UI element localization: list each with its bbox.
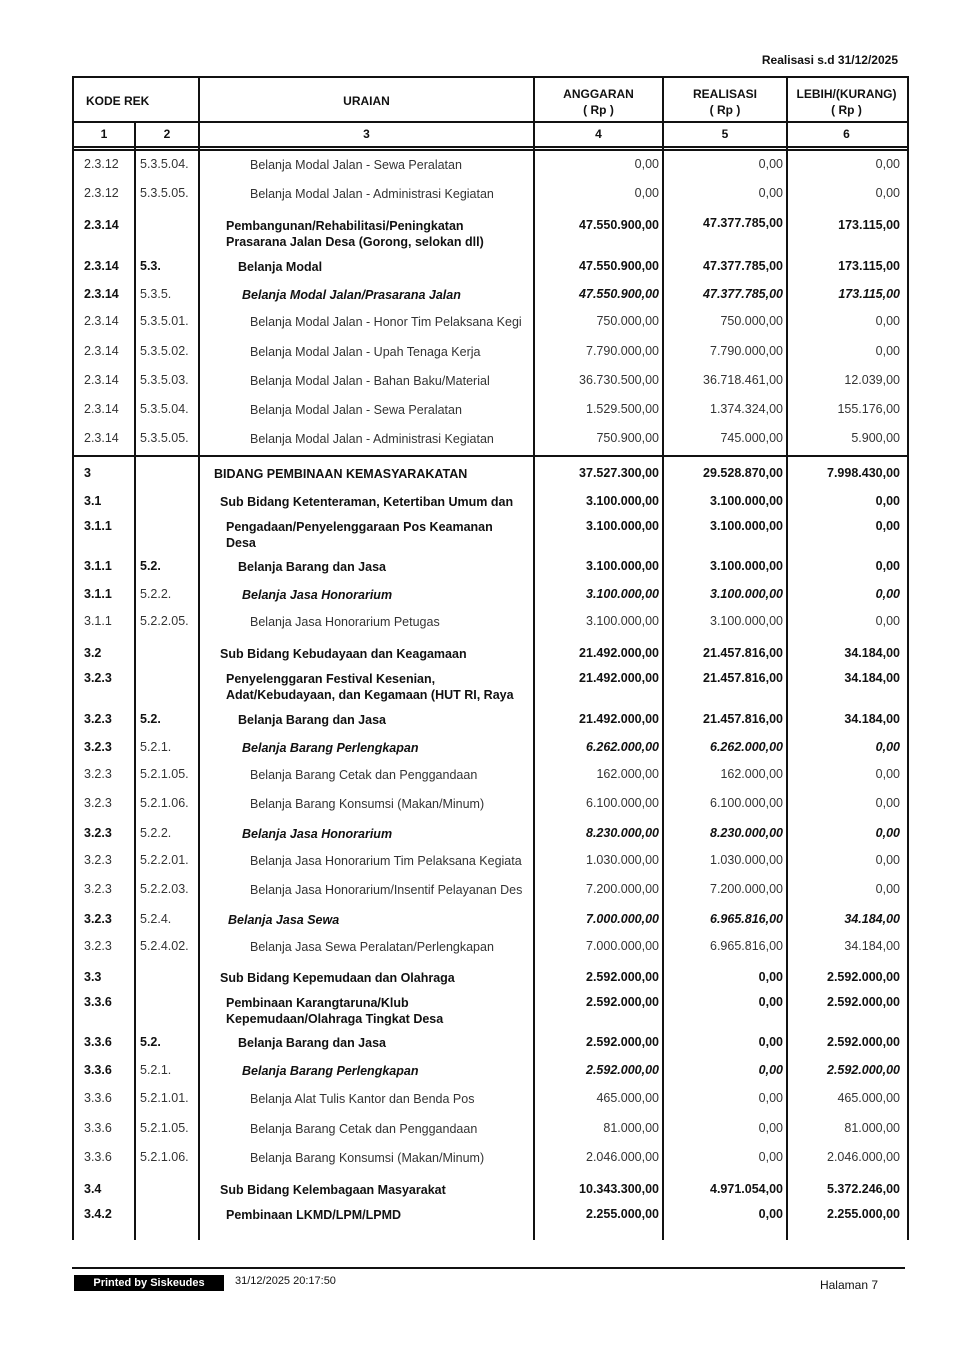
colnum-6: 6: [843, 127, 850, 141]
page-number: Halaman 7: [819, 1278, 878, 1292]
colnum-3: 3: [363, 127, 370, 141]
header-kode-rek: KODE REK: [86, 94, 150, 108]
colnum-1: 1: [100, 127, 108, 141]
divider: [74, 121, 907, 123]
divider: [74, 455, 907, 457]
divider: [74, 146, 907, 148]
colnum-5: 5: [721, 127, 729, 141]
printed-by-badge: Printed by Siskeudes: [74, 1275, 224, 1291]
divider: [74, 149, 907, 151]
header-uraian: URAIAN: [343, 94, 390, 108]
budget-realization-table: KODE REK URAIAN ANGGARAN ( Rp ) REALISASI ( Rp ) LEBIH/(KURANG) ( Rp ) 1 2 3 4 5 6 2.3.12 5.3.5.04. Belanja Modal Jalan - Sewa Peralatan 0,00 0,00 0,00 2.3.12 5.3.5.05. Belanja Modal Jalan - Administrasi Kegiatan 0,00 0,00 0,00 2.3.14 Pembangunan/Rehabilitasi/Peningkatan Prasarana Jalan Desa (Gorong, selokan dll) 47.550.900,00 47.377.785,00 173.115,00 2.3.14 5.3. Belanja Modal 47.550.900,00 47.377.785,00 173.115,00 2.3.14 5.3.5. Belanja Modal Jalan/Prasarana Jalan 47.550.900,00 47.377.785,00 173.115,00 2.3.14 5.3.5.01. Belanja Modal Jalan - Honor Tim Pelaksana Kegi 750.000,00 750.000,00 0,00 2.3.14 5.3.5.02. Belanja Modal Jalan - Upah Tenaga Kerja 7.790.000,00 7.790.000,00 0,00 2.3.14 5.3.5.03. Belanja Modal Jalan - Bahan Baku/Material 36.730.500,00 36.718.461,00 12.039,00 2.3.14 5.3.5.04. Belanja Modal Jalan - Sewa Peralatan 1.529.500,00 1.374.324,00 155.176,00 2.3.14 5.3.5.05. Belanja Modal Jalan - Administrasi Kegiatan 750.900,00 745.000,00 5.900,00 3 BIDANG PEMBINAAN KEMASYARAKATAN 37.527.300,00 29.528.870,00 7.998.430,00 3.1 Sub Bidang Ketenteraman, Ketertiban Umum dan 3.100.000,00 3.100.000,00 0,00 3.1.1 Pengadaan/Penyelenggaraan Pos Keamanan Desa 3.100.000,00 3.100.000,00 0,00 3.1.1 5.2. Belanja Barang dan Jasa 3.100.000,00 3.100.000,00 0,00 3.1.1 5.2.2. Belanja Jasa Honorarium 3.100.000,00 3.100.000,00 0,00 3.1.1 5.2.2.05. Belanja Jasa Honorarium Petugas 3.100.000,00 3.100.000,00 0,00 3.2 Sub Bidang Kebudayaan dan Keagamaan 21.492.000,00 21.457.816,00 34.184,00 3.2.3 Penyelenggaran Festival Kesenian, Adat/Kebudayaan, dan Kegamaan (HUT RI, Raya 21.492.000,00 21.457.816,00 34.184,00 3.2.3 5.2. Belanja Barang dan Jasa 21.492.000,00 21.457.816,00 34.184,00 3.2.3 5.2.1. Belanja Barang Perlengkapan 6.262.000,00 6.262.000,00 0,00 3.2.3 5.2.1.05. Belanja Barang Cetak dan Penggandaan 162.000,00 162.000,00 0,00 3.2.3 5.2.1.06. Belanja Barang Konsumsi (Makan/Minum) 6.100.000,00 6.100.000,00 0,00 3.2.3 5.2.2. Belanja Jasa Honorarium 8.230.000,00 8.230.000,00 0,00 3.2.3 5.2.2.01. Belanja Jasa Honorarium Tim Pelaksana Kegiata 1.030.000,00 1.030.000,00 0,00 3.2.3 5.2.2.03. Belanja Jasa Honorarium/Insentif Pelayanan Des 7.200.000,00 7.200.000,00 0,00 3.2.3 5.2.4. Belanja Jasa Sewa 7.000.000,00 6.965.816,00 34.184,00 3.2.3 5.2.4.02. Belanja Jasa Sewa Peralatan/Perlengkapan 7.000.000,00 6.965.816,00 34.184,00 3.3 Sub Bidang Kepemudaan dan Olahraga 2.592.000,00 0,00 2.592.000,00 3.3.6 Pembinaan Karangtaruna/Klub Kepemudaan/Olahraga Tingkat Desa 2.592.000,00 0,00 2.592.000,00 3.3.6 5.2. Belanja Barang dan Jasa 2.592.000,00 0,00 2.592.000,00 3.3.6 5.2.1. Belanja Barang Perlengkapan 2.592.000,00 0,00 2.592.000,00 3.3.6 5.2.1.01. Belanja Alat Tulis Kantor dan Benda Pos 465.000,00 0,00 465.000,00 3.3.6 5.2.1.05. Belanja Barang Cetak dan Penggandaan 81.000,00 0,00 81.000,00 3.3.6 5.2.1.06. Belanja Barang Konsumsi (Makan/Minum) 2.046.000,00 0,00 2.046.000,00 3.4 Sub Bidang Kelembagaan Masyarakat 10.343.300,00 4.971.054,00 5.372.246,00 3.4.2 Pembinaan LKMD/LPM/LPMD 2.255.000,00 0,00 2.255.000,00: [72, 76, 909, 1240]
colnum-4: 4: [595, 127, 602, 141]
report-date: Realisasi s.d 31/12/2025: [761, 53, 898, 67]
colnum-2: 2: [163, 127, 171, 141]
header-lebih-kurang: LEBIH/(KURANG) ( Rp ): [796, 87, 897, 117]
printed-timestamp: 31/12/2025 20:17:50: [235, 1275, 336, 1287]
header-realisasi: REALISASI ( Rp ): [692, 87, 757, 117]
header-anggaran: ANGGARAN ( Rp ): [563, 87, 634, 117]
footer-divider: [72, 1267, 905, 1269]
